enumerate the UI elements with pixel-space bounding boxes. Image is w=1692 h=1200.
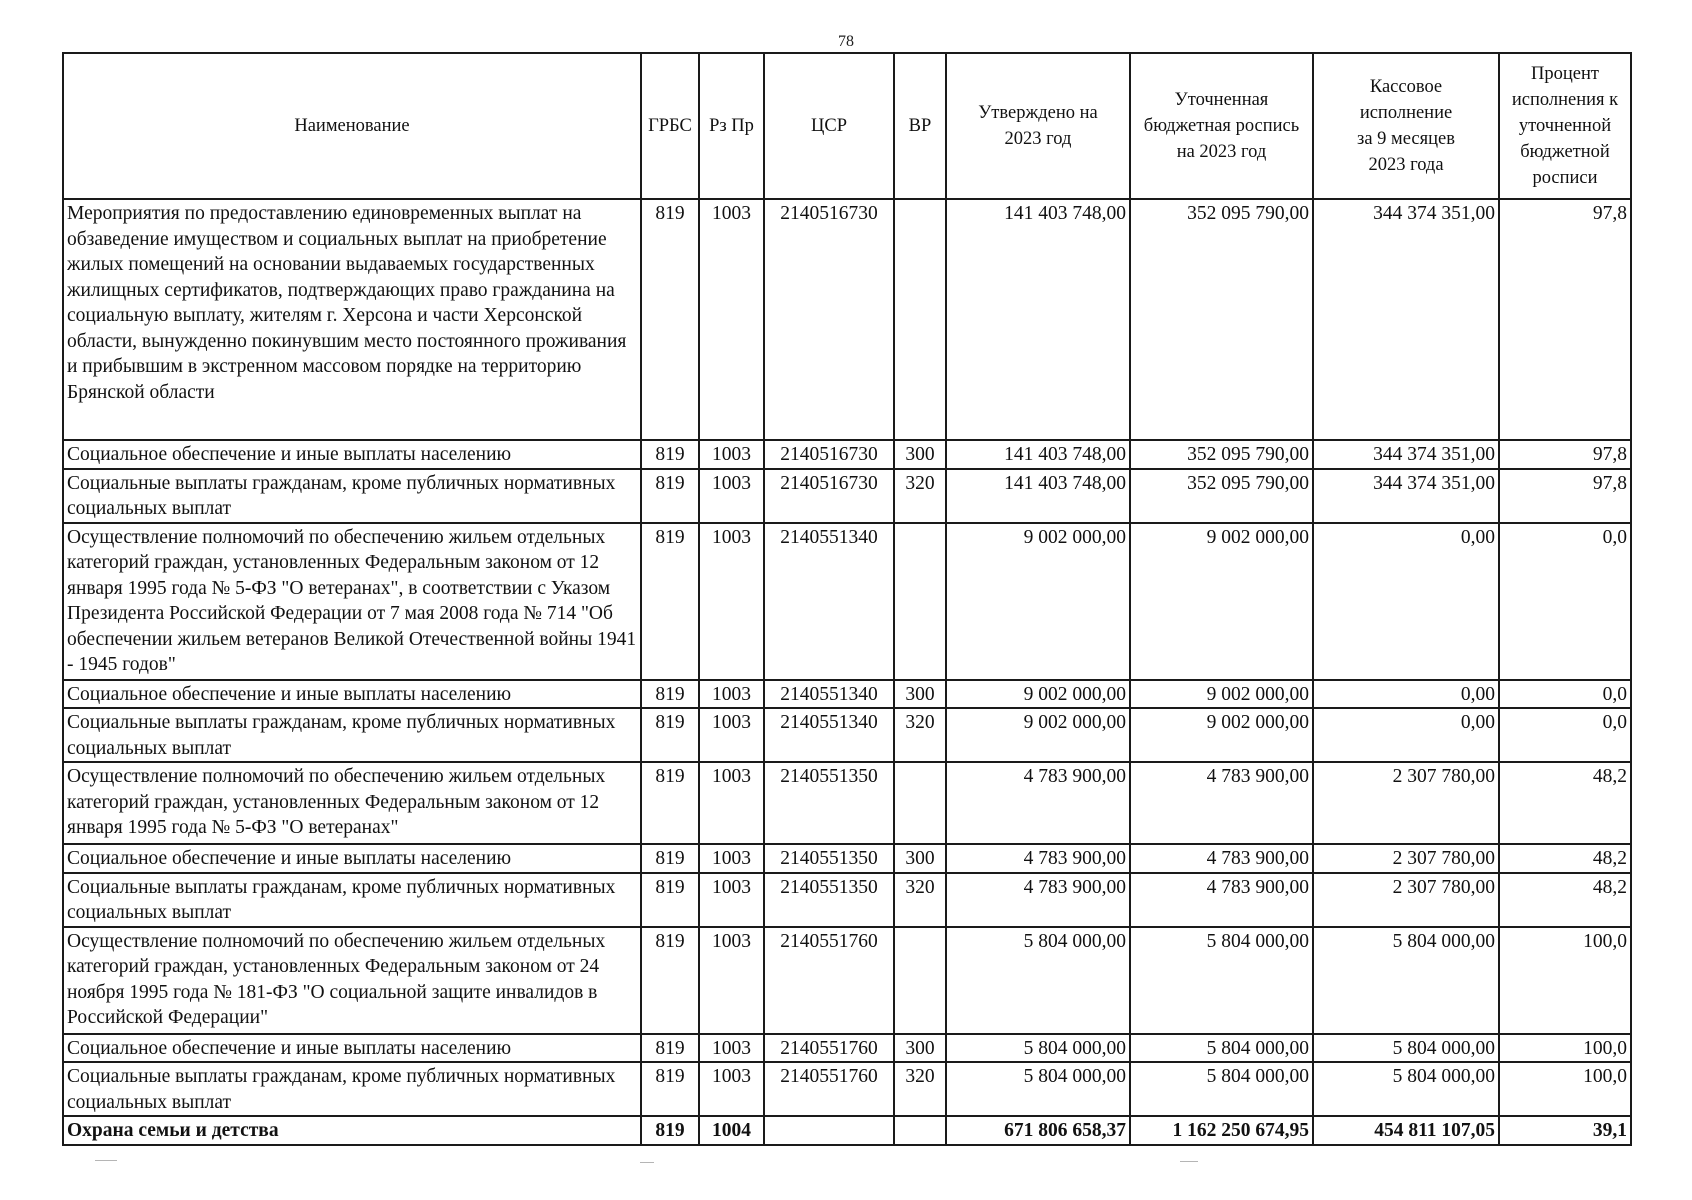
row-vr <box>894 199 946 440</box>
table-row <box>63 927 1631 1034</box>
header-approved: Утверждено на 2023 год <box>946 53 1130 199</box>
row-cash: 2 307 780,00 <box>1313 844 1499 873</box>
row-vr: 300 <box>894 844 946 873</box>
row-percent: 0,0 <box>1499 708 1631 762</box>
row-approved: 4 783 900,00 <box>946 873 1130 927</box>
table-row <box>63 844 1631 873</box>
header-vr: ВР <box>894 53 946 199</box>
row-name: Социальные выплаты гражданам, кроме публичных нормативных социальных выплат <box>63 873 641 927</box>
row-rzpr: 1003 <box>699 523 764 680</box>
row-grbs: 819 <box>641 762 699 844</box>
table-row <box>63 523 1631 680</box>
scan-artifact <box>640 1162 654 1163</box>
scan-artifact <box>1180 1161 1198 1162</box>
row-cash: 2 307 780,00 <box>1313 873 1499 927</box>
row-grbs: 819 <box>641 844 699 873</box>
row-rzpr: 1003 <box>699 762 764 844</box>
row-name: Осуществление полномочий по обеспечению жильем отдельных категорий граждан, установленных Федеральным законом от 12 января 1995 года № 5-ФЗ "О ветеранах" <box>63 762 641 844</box>
row-grbs: 819 <box>641 1062 699 1116</box>
row-name: Социальное обеспечение и иные выплаты населению <box>63 844 641 873</box>
row-refined: 5 804 000,00 <box>1130 927 1313 1034</box>
row-approved: 141 403 748,00 <box>946 469 1130 523</box>
row-cash: 2 307 780,00 <box>1313 762 1499 844</box>
row-name: Социальное обеспечение и иные выплаты населению <box>63 680 641 709</box>
row-approved: 671 806 658,37 <box>946 1116 1130 1145</box>
row-grbs: 819 <box>641 523 699 680</box>
row-grbs: 819 <box>641 1034 699 1063</box>
row-grbs: 819 <box>641 199 699 440</box>
row-cash: 344 374 351,00 <box>1313 469 1499 523</box>
row-vr: 320 <box>894 873 946 927</box>
row-vr: 320 <box>894 469 946 523</box>
row-name: Социальное обеспечение и иные выплаты населению <box>63 1034 641 1063</box>
scan-artifact <box>95 1160 117 1161</box>
row-rzpr: 1003 <box>699 199 764 440</box>
row-cash: 0,00 <box>1313 680 1499 709</box>
row-refined: 9 002 000,00 <box>1130 523 1313 680</box>
table-row <box>63 469 1631 523</box>
row-percent: 0,0 <box>1499 523 1631 680</box>
table-row <box>63 199 1631 440</box>
row-percent: 48,2 <box>1499 844 1631 873</box>
page-number: 78 <box>838 33 854 50</box>
row-approved: 5 804 000,00 <box>946 1034 1130 1063</box>
row-percent: 100,0 <box>1499 1034 1631 1063</box>
row-cash: 5 804 000,00 <box>1313 1062 1499 1116</box>
header-name: Наименование <box>63 53 641 199</box>
table-row <box>63 680 1631 709</box>
row-grbs: 819 <box>641 469 699 523</box>
row-csr: 2140551350 <box>764 873 894 927</box>
row-refined: 352 095 790,00 <box>1130 199 1313 440</box>
row-vr: 300 <box>894 1034 946 1063</box>
budget-table <box>62 52 1632 1146</box>
row-csr: 2140551760 <box>764 927 894 1034</box>
row-csr: 2140551340 <box>764 680 894 709</box>
table-row <box>63 440 1631 469</box>
row-vr <box>894 1116 946 1145</box>
header-grbs: ГРБС <box>641 53 699 199</box>
row-rzpr: 1003 <box>699 1062 764 1116</box>
row-approved: 141 403 748,00 <box>946 199 1130 440</box>
row-name: Мероприятия по предоставлению единовременных выплат на обзаведение имуществом и социальных выплат на приобретение жилых помещений на основании выдаваемых государственных жилищных сертификатов, подтверждающих право гражданина на социальную выплату, жителям г. Херсона и части Херсонской области, вынужденно покинувшим место постоянного проживания и прибывшим в экстренном массовом порядке на территорию Брянской области <box>63 199 641 440</box>
header-rzpr: Рз Пр <box>699 53 764 199</box>
row-rzpr: 1003 <box>699 873 764 927</box>
row-refined: 1 162 250 674,95 <box>1130 1116 1313 1145</box>
row-cash: 5 804 000,00 <box>1313 1034 1499 1063</box>
row-cash: 0,00 <box>1313 708 1499 762</box>
row-refined: 9 002 000,00 <box>1130 708 1313 762</box>
row-vr: 320 <box>894 708 946 762</box>
row-vr <box>894 927 946 1034</box>
header-row <box>63 53 1631 199</box>
row-refined: 352 095 790,00 <box>1130 469 1313 523</box>
row-percent: 39,1 <box>1499 1116 1631 1145</box>
header-refined: Уточненная бюджетная роспись на 2023 год <box>1130 53 1313 199</box>
table-row-total <box>63 1116 1631 1145</box>
row-approved: 5 804 000,00 <box>946 1062 1130 1116</box>
row-approved: 5 804 000,00 <box>946 927 1130 1034</box>
row-percent: 48,2 <box>1499 762 1631 844</box>
header-percent: Процент исполнения к уточненной бюджетной росписи <box>1499 53 1631 199</box>
row-percent: 100,0 <box>1499 1062 1631 1116</box>
row-approved: 4 783 900,00 <box>946 762 1130 844</box>
row-csr: 2140516730 <box>764 469 894 523</box>
row-percent: 48,2 <box>1499 873 1631 927</box>
row-csr: 2140551760 <box>764 1062 894 1116</box>
row-cash: 5 804 000,00 <box>1313 927 1499 1034</box>
row-refined: 9 002 000,00 <box>1130 680 1313 709</box>
row-rzpr: 1004 <box>699 1116 764 1145</box>
row-grbs: 819 <box>641 873 699 927</box>
row-refined: 4 783 900,00 <box>1130 873 1313 927</box>
row-csr: 2140551760 <box>764 1034 894 1063</box>
row-approved: 9 002 000,00 <box>946 680 1130 709</box>
row-approved: 9 002 000,00 <box>946 523 1130 680</box>
row-name: Охрана семьи и детства <box>63 1116 641 1145</box>
row-csr: 2140551340 <box>764 523 894 680</box>
row-cash: 344 374 351,00 <box>1313 440 1499 469</box>
row-name: Социальные выплаты гражданам, кроме публичных нормативных социальных выплат <box>63 1062 641 1116</box>
table-row <box>63 873 1631 927</box>
row-grbs: 819 <box>641 708 699 762</box>
row-percent: 100,0 <box>1499 927 1631 1034</box>
row-percent: 97,8 <box>1499 469 1631 523</box>
row-refined: 5 804 000,00 <box>1130 1034 1313 1063</box>
row-grbs: 819 <box>641 1116 699 1145</box>
row-name: Социальные выплаты гражданам, кроме публичных нормативных социальных выплат <box>63 469 641 523</box>
row-refined: 4 783 900,00 <box>1130 762 1313 844</box>
row-csr: 2140551340 <box>764 708 894 762</box>
row-vr <box>894 762 946 844</box>
row-rzpr: 1003 <box>699 844 764 873</box>
table-row <box>63 1034 1631 1063</box>
row-rzpr: 1003 <box>699 708 764 762</box>
row-refined: 352 095 790,00 <box>1130 440 1313 469</box>
row-approved: 9 002 000,00 <box>946 708 1130 762</box>
row-csr: 2140516730 <box>764 199 894 440</box>
header-cash: Кассовое исполнение за 9 месяцев 2023 года <box>1313 53 1499 199</box>
table-row <box>63 708 1631 762</box>
row-rzpr: 1003 <box>699 927 764 1034</box>
row-csr <box>764 1116 894 1145</box>
row-name: Осуществление полномочий по обеспечению жильем отдельных категорий граждан, установленных Федеральным законом от 24 ноября 1995 года № 181-ФЗ "О социальной защите инвалидов в Российской Федерации" <box>63 927 641 1034</box>
row-csr: 2140551350 <box>764 844 894 873</box>
row-csr: 2140551350 <box>764 762 894 844</box>
row-percent: 97,8 <box>1499 199 1631 440</box>
row-percent: 97,8 <box>1499 440 1631 469</box>
row-refined: 5 804 000,00 <box>1130 1062 1313 1116</box>
row-grbs: 819 <box>641 440 699 469</box>
table-row <box>63 1062 1631 1116</box>
row-rzpr: 1003 <box>699 680 764 709</box>
header-csr: ЦСР <box>764 53 894 199</box>
row-grbs: 819 <box>641 927 699 1034</box>
row-name: Социальные выплаты гражданам, кроме публичных нормативных социальных выплат <box>63 708 641 762</box>
row-rzpr: 1003 <box>699 1034 764 1063</box>
row-vr: 320 <box>894 1062 946 1116</box>
row-cash: 344 374 351,00 <box>1313 199 1499 440</box>
row-cash: 454 811 107,05 <box>1313 1116 1499 1145</box>
row-cash: 0,00 <box>1313 523 1499 680</box>
row-vr: 300 <box>894 440 946 469</box>
row-name: Социальное обеспечение и иные выплаты населению <box>63 440 641 469</box>
row-refined: 4 783 900,00 <box>1130 844 1313 873</box>
row-percent: 0,0 <box>1499 680 1631 709</box>
row-approved: 141 403 748,00 <box>946 440 1130 469</box>
row-name: Осуществление полномочий по обеспечению жильем отдельных категорий граждан, установленных Федеральным законом от 12 января 1995 года № 5-ФЗ "О ветеранах", в соответствии с Указом Президента Российской Федерации от 7 мая 2008 года № 714 "Об обеспечении жильем ветеранов Великой Отечественной войны 1941 - 1945 годов" <box>63 523 641 680</box>
table-row <box>63 762 1631 844</box>
row-approved: 4 783 900,00 <box>946 844 1130 873</box>
row-rzpr: 1003 <box>699 469 764 523</box>
row-grbs: 819 <box>641 680 699 709</box>
row-csr: 2140516730 <box>764 440 894 469</box>
row-vr: 300 <box>894 680 946 709</box>
row-vr <box>894 523 946 680</box>
row-rzpr: 1003 <box>699 440 764 469</box>
